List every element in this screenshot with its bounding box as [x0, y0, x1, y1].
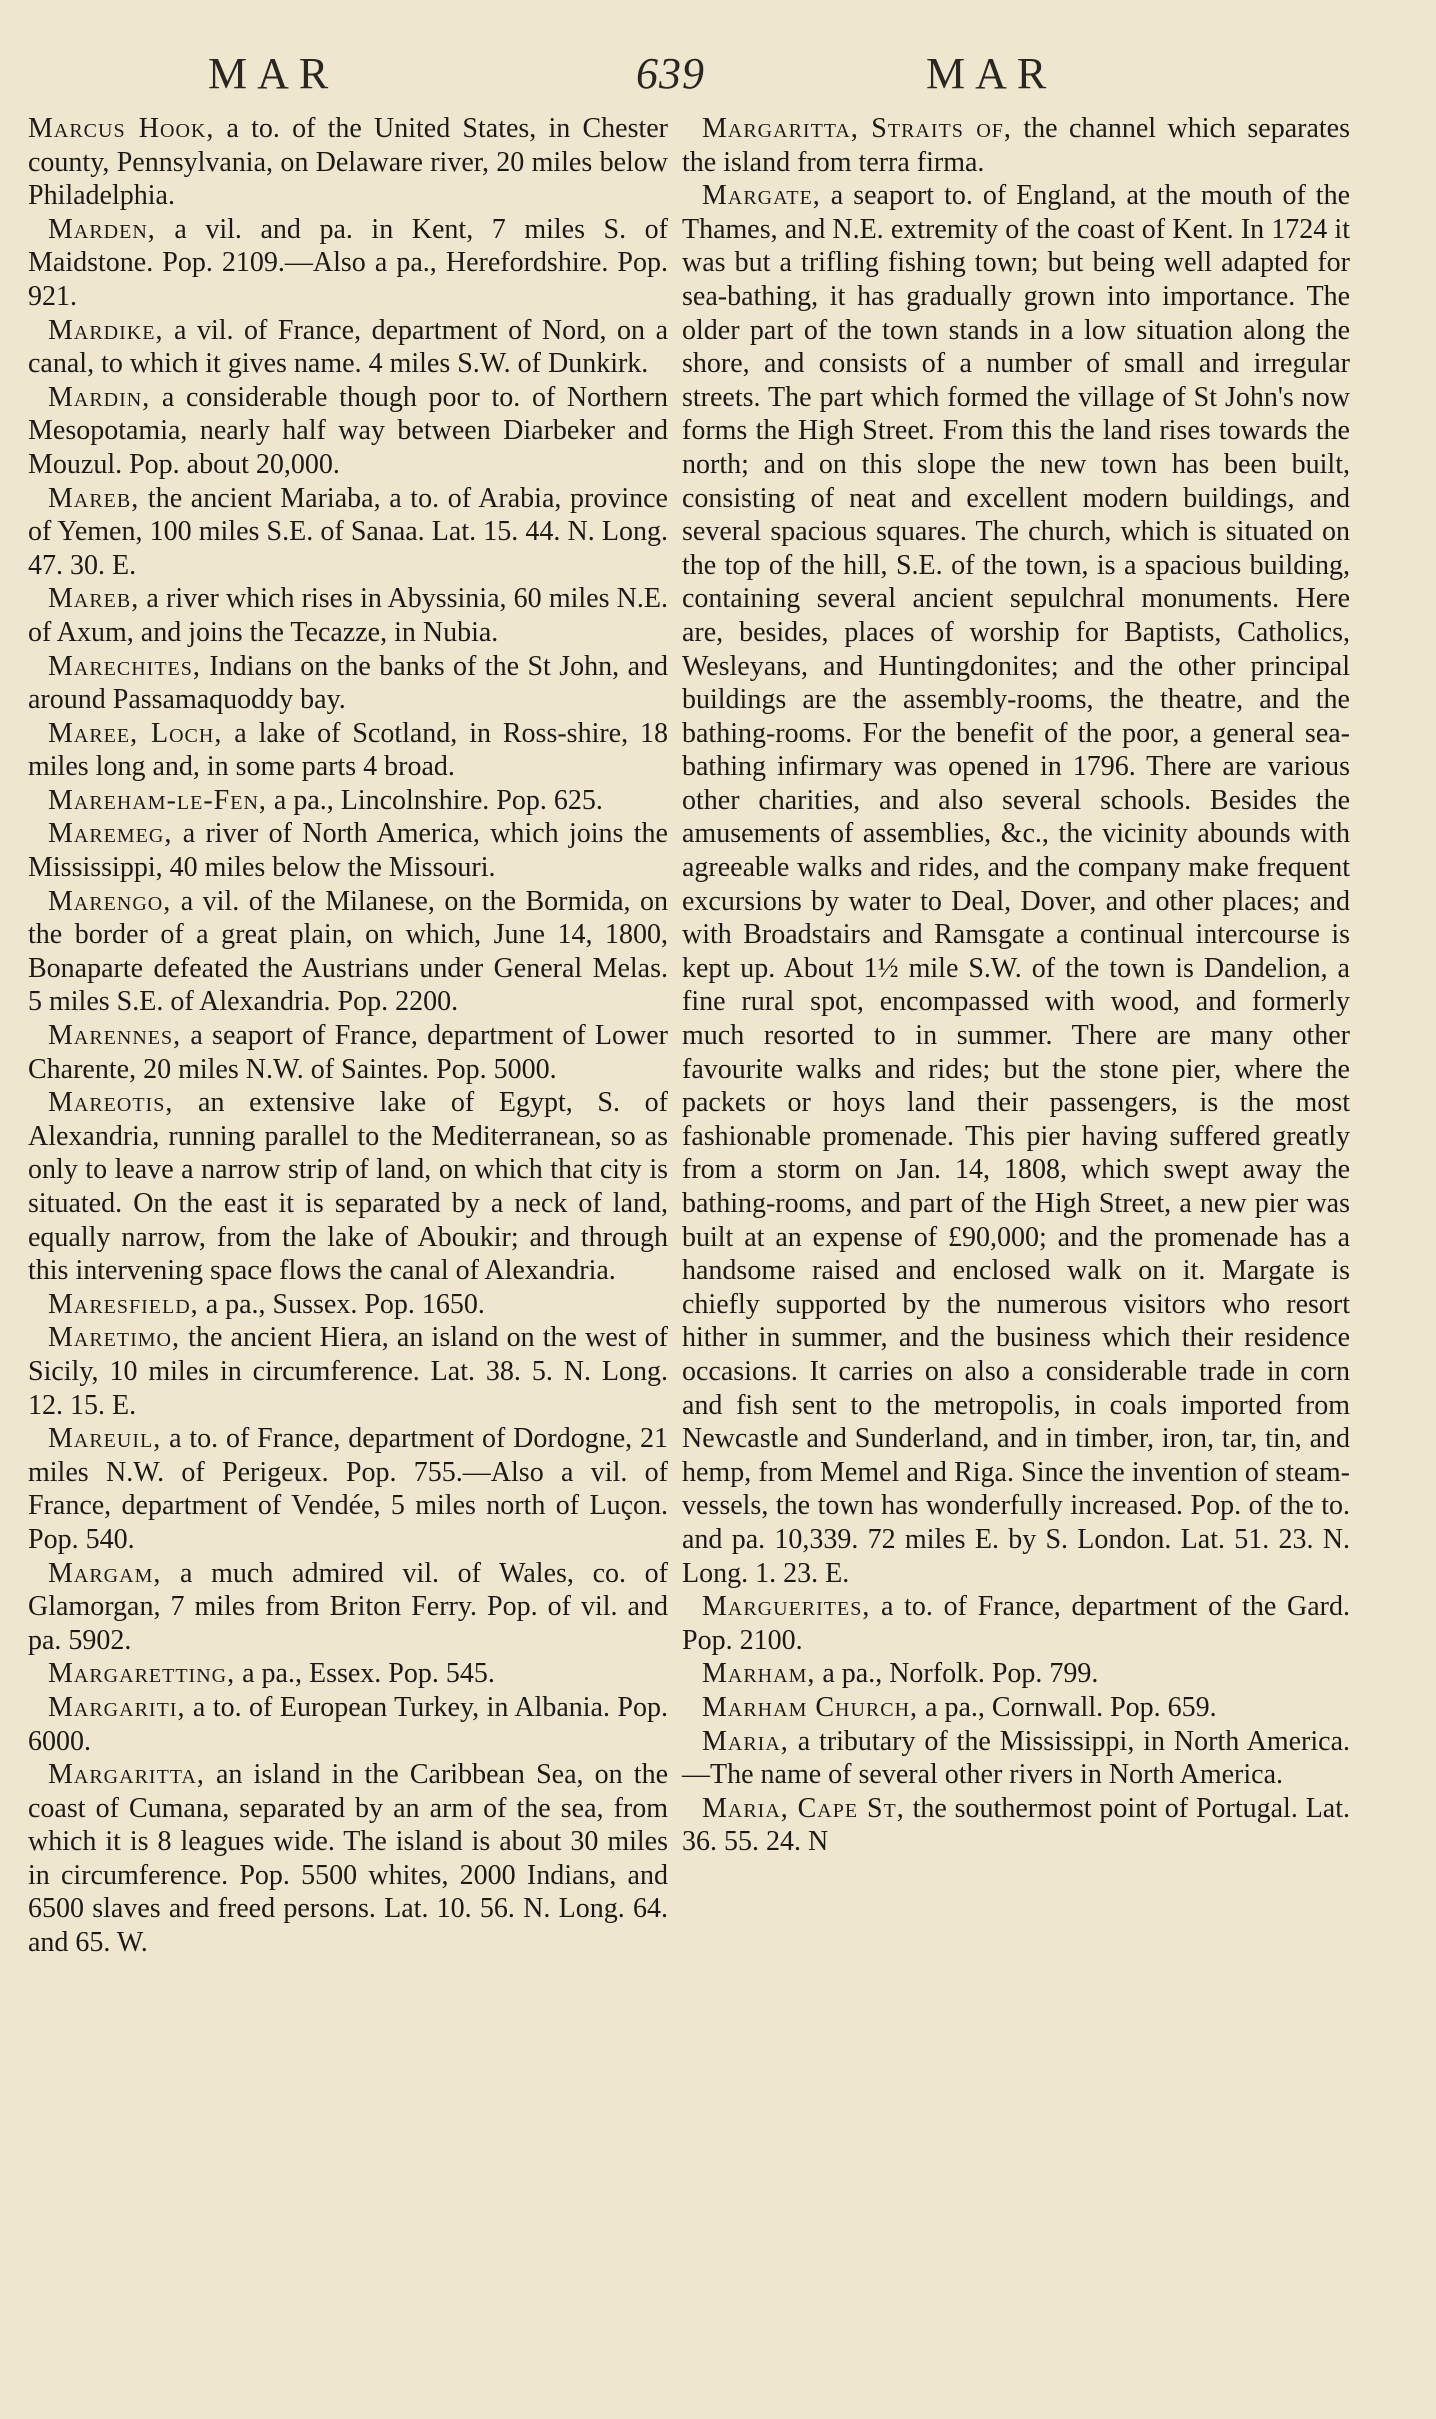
- entry-headword: Mareuil,: [48, 1423, 162, 1455]
- entry-text: a vil. of the Milanese, on the Bormida, on the border of a great plain, on which, June 14, 1800, Bonaparte defeated the Austrians under General Melas. 5 miles S.E. of Alexandria. Pop. 2200.: [28, 885, 668, 1018]
- entry-text: a lake of Scotland, in Ross-shire, 18 miles long and, in some parts 4 broad.: [28, 717, 668, 783]
- entry-text: a to. of France, department of the Gard. Pop. 2100.: [682, 1591, 1350, 1656]
- entry-text: a river of North America, which joins the Mississippi, 40 miles below the Missouri.: [28, 818, 668, 884]
- gazetteer-entry: [28, 112, 668, 213]
- entry-text: a seaport to. of England, at the mouth of the Thames, and N.E. extremity of the coast of Kent. In 1724 it was but a trifling fishing town; but being well adapted for sea-bathing, it has gradually grown into importance. The older part of the town stands in a low situation along the shore, and consists of a number of small and irregular streets. The part which formed the village of St John's now forms the High Street. From this the land rises towards the north; and on this slope the new town has been built, consisting of neat and excellent modern buildings, and several spacious squares. The church, which is situated on the top of the hill, S.E. of the town, is a spacious building, containing several ancient sepulchral monuments. Here are, besides, places of worship for Baptists, Catholics, Wesleyans, and Huntingdonites; and the other principal buildings are the assembly-rooms, the theatre, and the bathing-rooms. For the benefit of the poor, a general sea-bathing infirmary was opened in 1796. There are various other charities, and also several schools. Besides the amusements of assemblies, &c., the vicinity abounds with agreeable walks and rides, and the company make frequent excursions by water to Deal, Dover, and other places; and with Broadstairs and Ramsgate a continual intercourse is kept up. About 1½ mile S.W. of the town is Dandelion, a fine rural spot, encompassed with wood, and formerly much resorted to in summer. There are many other favourite walks and rides; but the stone pier, where the packets or hoys land their passengers, is the most fashionable promenade. This pier having suffered greatly from a storm on Jan. 14, 1808, which swept away the bathing-rooms, and part of the High Street, a new pier was built at an expense of £90,000; and the promenade has a handsome raised and enclosed walk on it. Margate is chiefly supported by the numerous visitors who resort hither in summer, and the business which their residence occasions. It carries on also a considerable trade in corn and fish sent to the metropolis, in coals imported from Newcastle and Sunderland, and in timber, iron, tar, tin, and hemp, from Memel and Riga. Since the invention of steam-vessels, the town has wonderfully increased. Pop. of the to. and pa. 10,339. 72 miles E. by S. London. Lat. 51. 23. N. Long. 1. 23. E.: [682, 180, 1350, 1589]
- gazetteer-entry: [682, 1792, 1350, 1859]
- entry-text: a river which rises in Abyssinia, 60 miles N.E. of Axum, and joins the Tecazze, in Nubia.: [28, 583, 668, 648]
- entry-headword: Marengo,: [48, 885, 172, 917]
- entry-headword: Margaritta, Straits of,: [702, 113, 1012, 144]
- entry-headword: Margaretting,: [48, 1658, 236, 1690]
- gazetteer-entry: [682, 1657, 1350, 1691]
- gazetteer-entry: [28, 582, 668, 649]
- entry-headword: Maresfield,: [48, 1288, 199, 1320]
- entry-headword: Maremeg,: [48, 818, 173, 850]
- header-left-guide: MAR: [208, 49, 339, 98]
- entry-text: a tributary of the Mississippi, in North America.—The name of several other rivers in North America.: [682, 1725, 1350, 1791]
- gazetteer-entry: [28, 1657, 668, 1691]
- gazetteer-entry: [682, 112, 1350, 179]
- header-right-guide: MAR: [926, 49, 1057, 98]
- entry-text: a pa., Cornwall. Pop. 659.: [918, 1691, 1217, 1723]
- entry-headword: Margam,: [48, 1557, 162, 1589]
- gazetteer-entry: [682, 1590, 1350, 1657]
- gazetteer-entry: [28, 885, 668, 1019]
- entry-text: a pa., Sussex. Pop. 1650.: [198, 1288, 485, 1320]
- gazetteer-entry: [682, 1725, 1350, 1792]
- entry-headword: Margariti,: [48, 1691, 186, 1723]
- entry-text: a to. of European Turkey, in Albania. Pop. 6000.: [28, 1691, 668, 1757]
- entry-text: a to. of France, department of Dordogne, 21 miles N.W. of Perigeux. Pop. 755.—Also a vil. of France, department of Vendée, 5 miles north of Luçon. Pop. 540.: [28, 1423, 668, 1555]
- gazetteer-entry: [28, 1758, 668, 1960]
- page-header: [28, 48, 1350, 112]
- entry-headword: Marguerites,: [702, 1591, 871, 1623]
- gazetteer-entry: [682, 1691, 1350, 1725]
- entry-text: a considerable though poor to. of Northern Mesopotamia, nearly half way between Diarbeker and Mouzul. Pop. about 20,000.: [28, 381, 668, 480]
- entry-text: Indians on the banks of the St John, and around Passamaquoddy bay.: [28, 650, 668, 716]
- gazetteer-entry: [28, 1422, 668, 1556]
- entry-headword: Mardin,: [48, 381, 151, 413]
- gazetteer-entry: [28, 650, 668, 717]
- entry-text: a pa., Essex. Pop. 545.: [235, 1658, 495, 1690]
- dictionary-page: [28, 48, 1350, 2388]
- entry-text: a pa., Norfolk. Pop. 799.: [815, 1658, 1099, 1690]
- entry-headword: Marechites,: [48, 650, 201, 682]
- entry-headword: Marham Church,: [702, 1691, 919, 1723]
- gazetteer-entry: [28, 482, 668, 583]
- gazetteer-entry: [28, 381, 668, 482]
- entry-text: a seaport of France, department of Lower Charente, 20 miles N.W. of Saintes. Pop. 5000.: [28, 1020, 668, 1085]
- entry-text: a pa., Lincolnshire. Pop. 625.: [266, 784, 603, 816]
- entry-text: the ancient Hiera, an island on the west of Sicily, 10 miles in circumference. Lat. 38. 5. N. Long. 12. 15. E.: [28, 1322, 668, 1421]
- right-column: [682, 112, 1350, 1859]
- entry-headword: Maria, Cape St,: [702, 1792, 905, 1824]
- entry-headword: Margaritta,: [48, 1759, 205, 1791]
- gazetteer-entry: [28, 1321, 668, 1422]
- gazetteer-entry: [28, 717, 668, 784]
- gazetteer-entry: [28, 784, 668, 818]
- entry-headword: Mardike,: [48, 314, 164, 346]
- gazetteer-entry: [28, 1086, 668, 1288]
- entry-text: the channel which separates the island from terra firma.: [682, 113, 1350, 178]
- gazetteer-entry: [682, 179, 1350, 1590]
- entry-headword: Maretimo,: [48, 1322, 180, 1354]
- entry-text: a much admired vil. of Wales, co. of Glamorgan, 7 miles from Briton Ferry. Pop. of vil. and pa. 5902.: [28, 1557, 668, 1656]
- entry-text: an island in the Caribbean Sea, on the coast of Cumana, separated by an arm of the sea, from which it is 8 leagues wide. The island is about 30 miles in circumference. Pop. 5500 whites, 2000 Indians, and 6500 slaves and freed persons. Lat. 10. 56. N. Long. 64. and 65. W.: [28, 1759, 668, 1959]
- entry-text: an extensive lake of Egypt, S. of Alexandria, running parallel to the Mediterranean, so as only to leave a narrow strip of land, on which that city is situated. On the east it is separated by a neck of land, equally narrow, from the lake of Aboukir; and through this intervening space flows the canal of Alexandria.: [28, 1087, 668, 1287]
- gazetteer-entry: [28, 1288, 668, 1322]
- gazetteer-entry: [28, 213, 668, 314]
- entry-headword: Marennes,: [48, 1020, 182, 1052]
- entry-headword: Mareb,: [48, 482, 140, 514]
- entry-headword: Margate,: [702, 180, 821, 212]
- gazetteer-entry: [28, 1019, 668, 1086]
- entry-headword: Marcus Hook,: [28, 113, 215, 144]
- gazetteer-entry: [28, 1557, 668, 1658]
- entry-headword: Marham,: [702, 1658, 816, 1690]
- entry-headword: Mareotis,: [48, 1087, 174, 1119]
- gazetteer-entry: [28, 817, 668, 884]
- entry-headword: Maree, Loch,: [48, 717, 223, 749]
- gazetteer-entry: [28, 314, 668, 381]
- gazetteer-entry: [28, 1691, 668, 1758]
- page-number: 639: [636, 49, 705, 98]
- entry-headword: Mareham-le-Fen,: [48, 784, 267, 816]
- entry-text: a vil. and pa. in Kent, 7 miles S. of Maidstone. Pop. 2109.—Also a pa., Herefordshire. Pop. 921.: [28, 213, 668, 312]
- entry-text: the ancient Mariaba, a to. of Arabia, province of Yemen, 100 miles S.E. of Sanaa. Lat. 15. 44. N. Long. 47. 30. E.: [28, 482, 668, 581]
- entry-text: the southermost point of Portugal. Lat. 36. 55. 24. N: [682, 1792, 1350, 1858]
- entry-text: a vil. of France, department of Nord, on a canal, to which it gives name. 4 miles S.W. of Dunkirk.: [28, 314, 668, 380]
- entry-headword: Marden,: [48, 213, 156, 245]
- entry-text: a to. of the United States, in Chester county, Pennsylvania, on Delaware river, 20 miles below Philadelphia.: [28, 113, 668, 212]
- entry-headword: Mareb,: [48, 583, 140, 615]
- left-column: [28, 112, 668, 1960]
- entry-headword: Maria,: [702, 1725, 789, 1757]
